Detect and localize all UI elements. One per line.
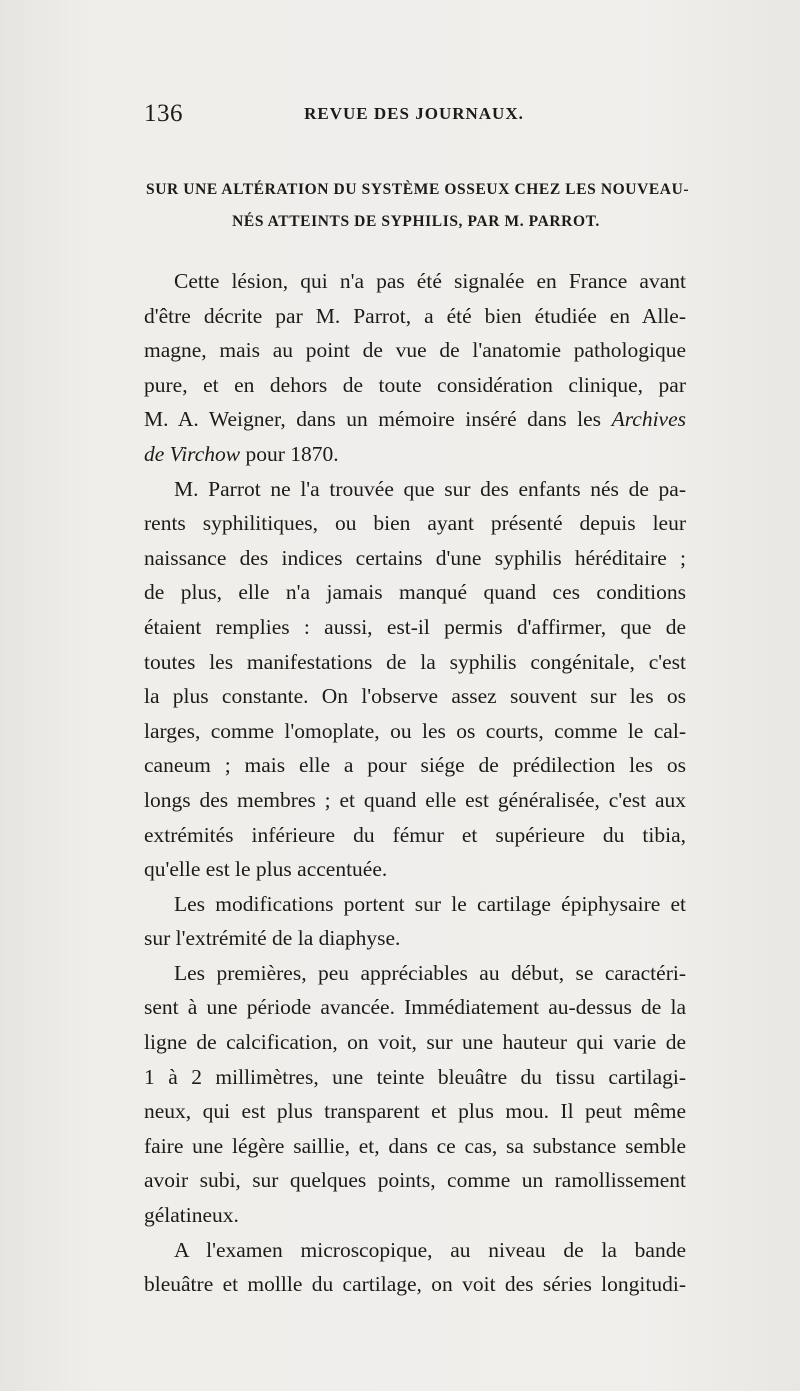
- text-line: neux, qui est plus transparent et plus mou. Il peut même: [144, 1099, 686, 1124]
- text-line: Les modifications portent sur le cartilage épiphysaire et: [174, 891, 686, 916]
- text-line: A l'examen microscopique, au niveau de la bande: [174, 1237, 686, 1262]
- text-line: qu'elle est le plus accentuée.: [144, 857, 388, 882]
- text-line: larges, comme l'omoplate, ou les os courts, comme le cal-: [144, 718, 686, 743]
- text-line: Les premières, peu appréciables au début, se caractéri-: [174, 960, 686, 985]
- text-line: de plus, elle n'a jamais manqué quand ces conditions: [144, 580, 686, 605]
- text-line: sent à une période avancée. Immédiatement au-dessus de la: [144, 995, 686, 1020]
- text-line: rents syphilitiques, ou bien ayant présenté depuis leur: [144, 511, 686, 536]
- text-line: magne, mais au point de vue de l'anatomie pathologique: [144, 338, 686, 363]
- text-line: 1 à 2 millimètres, une teinte bleuâtre du tissu cartilagi-: [144, 1064, 686, 1089]
- text-line: ligne de calcification, on voit, sur une hauteur qui varie de: [144, 1030, 686, 1055]
- text-line: [144, 437, 686, 472]
- text-line: naissance des indices certains d'une syphilis héréditaire ;: [144, 545, 686, 570]
- text-line: la plus constante. On l'observe assez souvent sur les os: [144, 684, 686, 709]
- page-header: [144, 100, 684, 130]
- text-line: longs des membres ; et quand elle est généralisée, c'est aux: [144, 787, 686, 812]
- text-line: toutes les manifestations de la syphilis congénitale, c'est: [144, 649, 686, 674]
- text-line: Cette lésion, qui n'a pas été signalée en France avant: [174, 269, 686, 293]
- text-segment: pour 1870.: [245, 441, 339, 466]
- article-title: [146, 174, 690, 238]
- text-line: [144, 402, 686, 437]
- text-line: bleuâtre et mollle du cartilage, on voit des séries longitudi-: [144, 1272, 686, 1297]
- text-segment: M. A. Weigner, dans un mémoire inséré dans les: [144, 407, 602, 432]
- text-line: sur l'extrémité de la diaphyse.: [144, 926, 401, 951]
- page-number: 136: [144, 100, 183, 127]
- text-line: extrémités inférieure du fémur et supérieure du tibia,: [144, 822, 686, 847]
- running-head: REVUE DES JOURNAUX.: [304, 104, 524, 123]
- body-text: [144, 264, 686, 1302]
- text-line: gélatineux.: [144, 1203, 239, 1228]
- text-line: avoir subi, sur quelques points, comme un ramollissement: [144, 1168, 686, 1193]
- journal-title-italic: Archives: [611, 407, 687, 432]
- text-line: M. Parrot ne l'a trouvée que sur des enfants nés de pa-: [174, 476, 686, 501]
- text-line: caneum ; mais elle a pour siége de prédilection les os: [144, 753, 686, 778]
- article-title-line: SUR UNE ALTÉRATION DU SYSTÈME OSSEUX CHEZ LES NOUVEAU-: [146, 181, 690, 198]
- text-line: étaient remplies : aussi, est-il permis d'affirmer, que de: [144, 614, 686, 639]
- text-line: faire une légère saillie, et, dans ce cas, sa substance semble: [144, 1133, 686, 1158]
- journal-title-italic: de Virchow: [144, 441, 241, 466]
- article-title-line: NÉS ATTEINTS DE SYPHILIS, PAR M. PARROT.: [232, 213, 600, 230]
- text-line: pure, et en dehors de toute considération clinique, par: [144, 372, 686, 397]
- text-line: d'être décrite par M. Parrot, a été bien étudiée en Alle-: [144, 303, 686, 328]
